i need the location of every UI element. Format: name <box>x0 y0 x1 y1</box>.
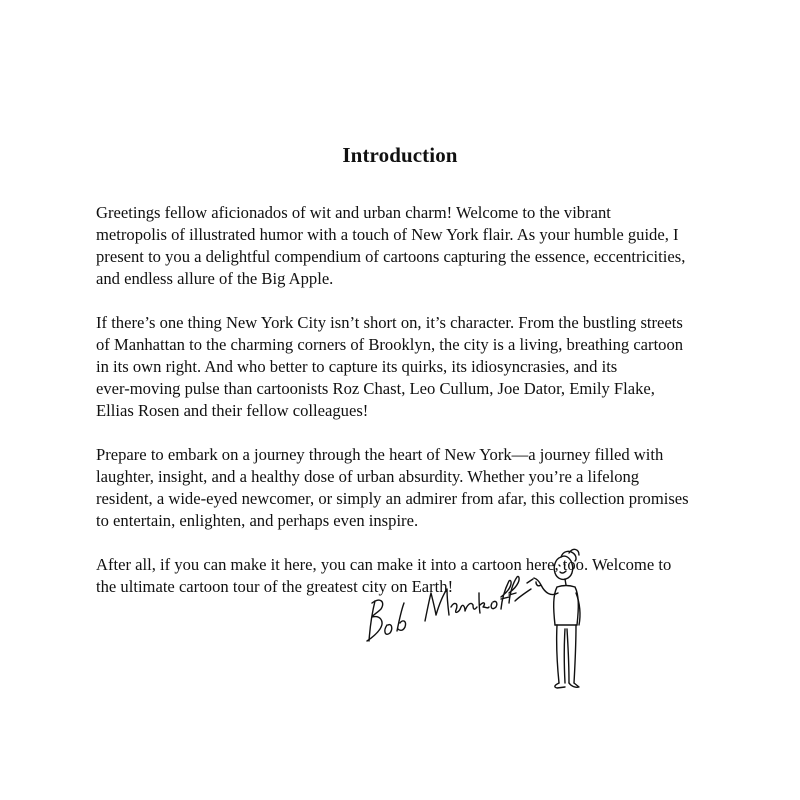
paragraph-line: and endless allure of the Big Apple. <box>96 269 334 288</box>
signature-stroke <box>385 625 392 635</box>
paragraph-line: the ultimate cartoon tour of the greatest city on Earth! <box>96 577 454 596</box>
figure-face <box>559 564 566 573</box>
paragraph-line: If there’s one thing New York City isn’t short on, it’s character. From the bustling streets <box>96 313 683 332</box>
figure-arm <box>534 578 558 595</box>
paragraph-line: ever-moving pulse than cartoonists Roz Chast, Leo Cullum, Joe Dator, Emily Flake, <box>96 379 655 398</box>
figure-leg-right <box>567 625 576 683</box>
paragraph-line: metropolis of illustrated humor with a touch of New York flair. As your humble guide, I <box>96 225 679 244</box>
signature-stroke <box>491 601 497 608</box>
paragraph-line: Prepare to embark on a journey through the heart of New York—a journey filled with <box>96 445 664 464</box>
figure-neck <box>565 579 566 585</box>
paragraph-2 <box>96 312 708 422</box>
signature-stroke <box>397 603 406 631</box>
figure-head <box>554 556 572 579</box>
figure-leg-left <box>557 625 565 683</box>
paragraph-line: present to you a delightful compendium of cartoons capturing the essence, eccentricities, <box>96 247 686 266</box>
signature-stroke <box>479 593 489 613</box>
paragraph-line: Ellias Rosen and their fellow colleagues! <box>96 401 369 420</box>
figure-pen <box>527 579 533 583</box>
paragraph-line: resident, a wide-eyed newcomer, or simply an admirer from afar, this collection promises <box>96 489 689 508</box>
paragraph-line: laughter, insight, and a healthy dose of urban absurdity. Whether you’re a lifelong <box>96 467 640 486</box>
paragraph-line: in its own right. And who better to capture its quirks, its idiosyncrasies, and its <box>96 357 618 376</box>
signature-stroke <box>515 589 531 601</box>
paragraph-1 <box>96 202 708 290</box>
paragraph-line: Greetings fellow aficionados of wit and urban charm! Welcome to the vibrant <box>96 203 611 222</box>
signature-stroke <box>425 589 449 621</box>
signature-with-cartoon-figure-icon <box>355 545 615 705</box>
paragraph-3 <box>96 444 708 532</box>
figure-feet <box>555 683 579 688</box>
paragraph-line: to entertain, enlighten, and perhaps even inspire. <box>96 511 419 530</box>
figure-torso <box>554 586 579 626</box>
signature-stroke <box>451 603 477 612</box>
paragraph-line: After all, if you can make it here, you can make it into a cartoon here, too. Welcome to <box>96 555 672 574</box>
page-title: Introduction <box>342 143 458 167</box>
paragraph-line: of Manhattan to the charming corners of Brooklyn, the city is a living, breathing cartoon <box>96 335 684 354</box>
